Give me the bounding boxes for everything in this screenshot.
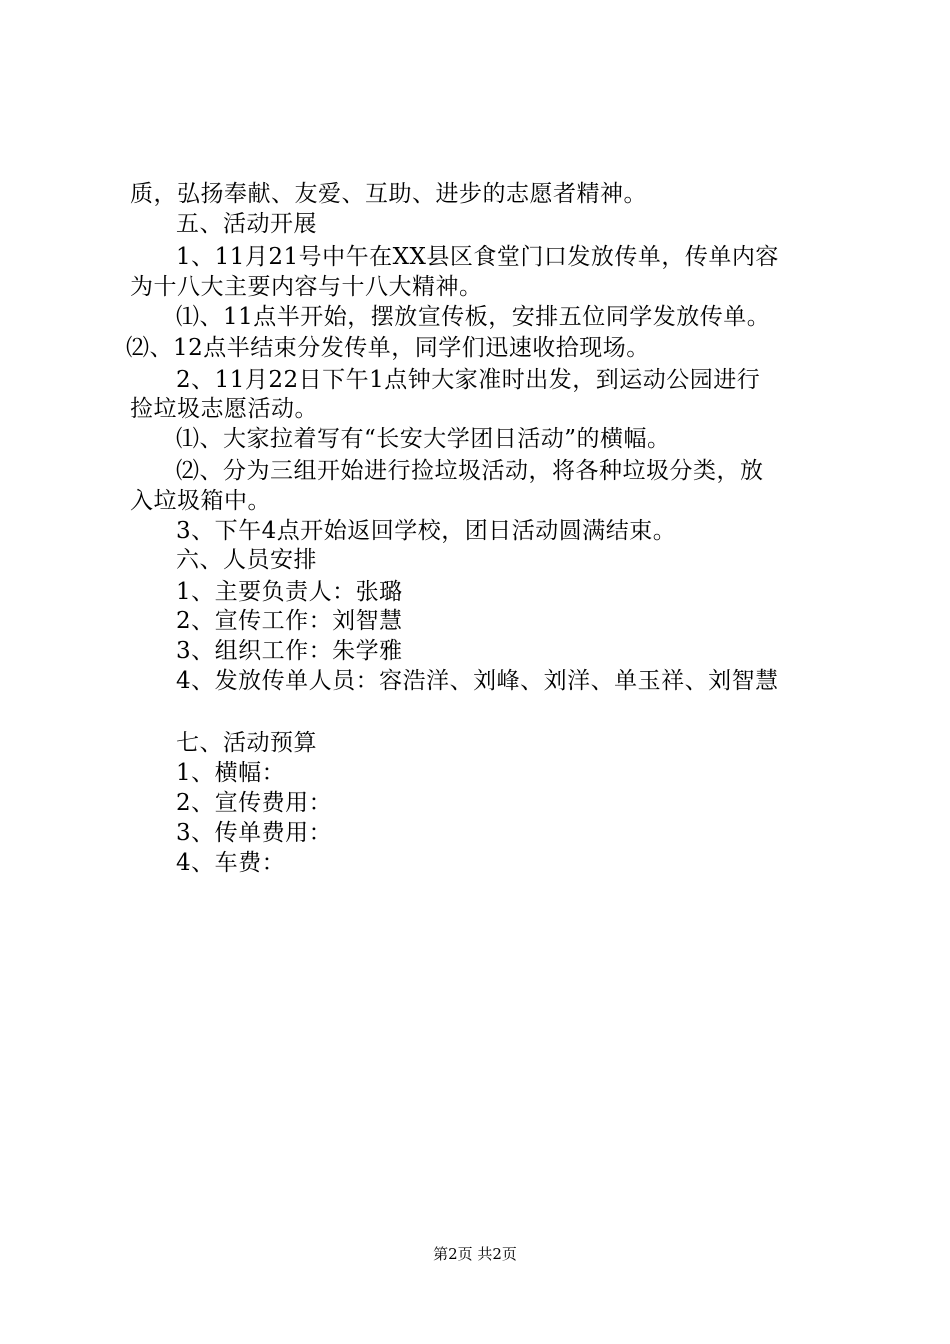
- body-line: ⑴、11点半开始，摆放宣传板，安排五位同学发放传单。: [176, 304, 771, 330]
- section-heading: 六、人员安排: [176, 547, 317, 573]
- body-line: 捡垃圾志愿活动。: [130, 396, 318, 422]
- body-line: 质，弘扬奉献、友爱、互助、进步的志愿者精神。: [130, 181, 647, 207]
- body-line: 3、下午4点开始返回学校，团日活动圆满结束。: [176, 518, 677, 544]
- body-line: 入垃圾箱中。: [130, 488, 271, 514]
- body-line: 3、传单费用：: [176, 820, 333, 846]
- section-heading: 七、活动预算: [176, 730, 317, 756]
- body-line: 1、11月21号中午在XX县区食堂门口发放传单，传单内容: [176, 244, 779, 270]
- body-line: ⑴、大家拉着写有“长安大学团日活动”的横幅。: [176, 426, 671, 452]
- body-line: 3、组织工作：朱学雅: [176, 638, 403, 664]
- body-line: 2、11月22日下午1点钟大家准时出发，到运动公园进行: [176, 367, 761, 393]
- body-line: 4、发放传单人员：容浩洋、刘峰、刘洋、单玉祥、刘智慧: [176, 668, 779, 694]
- body-line: 1、主要负责人：张璐: [176, 579, 403, 605]
- section-heading: 五、活动开展: [176, 211, 317, 237]
- body-line: 2、宣传工作：刘智慧: [176, 608, 403, 634]
- body-line: 2、宣传费用：: [176, 790, 333, 816]
- body-line: ⑵、12点半结束分发传单，同学们迅速收拾现场。: [126, 335, 650, 361]
- body-line: ⑵、分为三组开始进行捡垃圾活动，将各种垃圾分类，放: [176, 458, 764, 484]
- body-line: 4、车费：: [176, 850, 286, 876]
- body-line: 为十八大主要内容与十八大精神。: [130, 274, 483, 300]
- page-footer: 第2页 共2页: [433, 1245, 517, 1263]
- body-line: 1、横幅：: [176, 760, 286, 786]
